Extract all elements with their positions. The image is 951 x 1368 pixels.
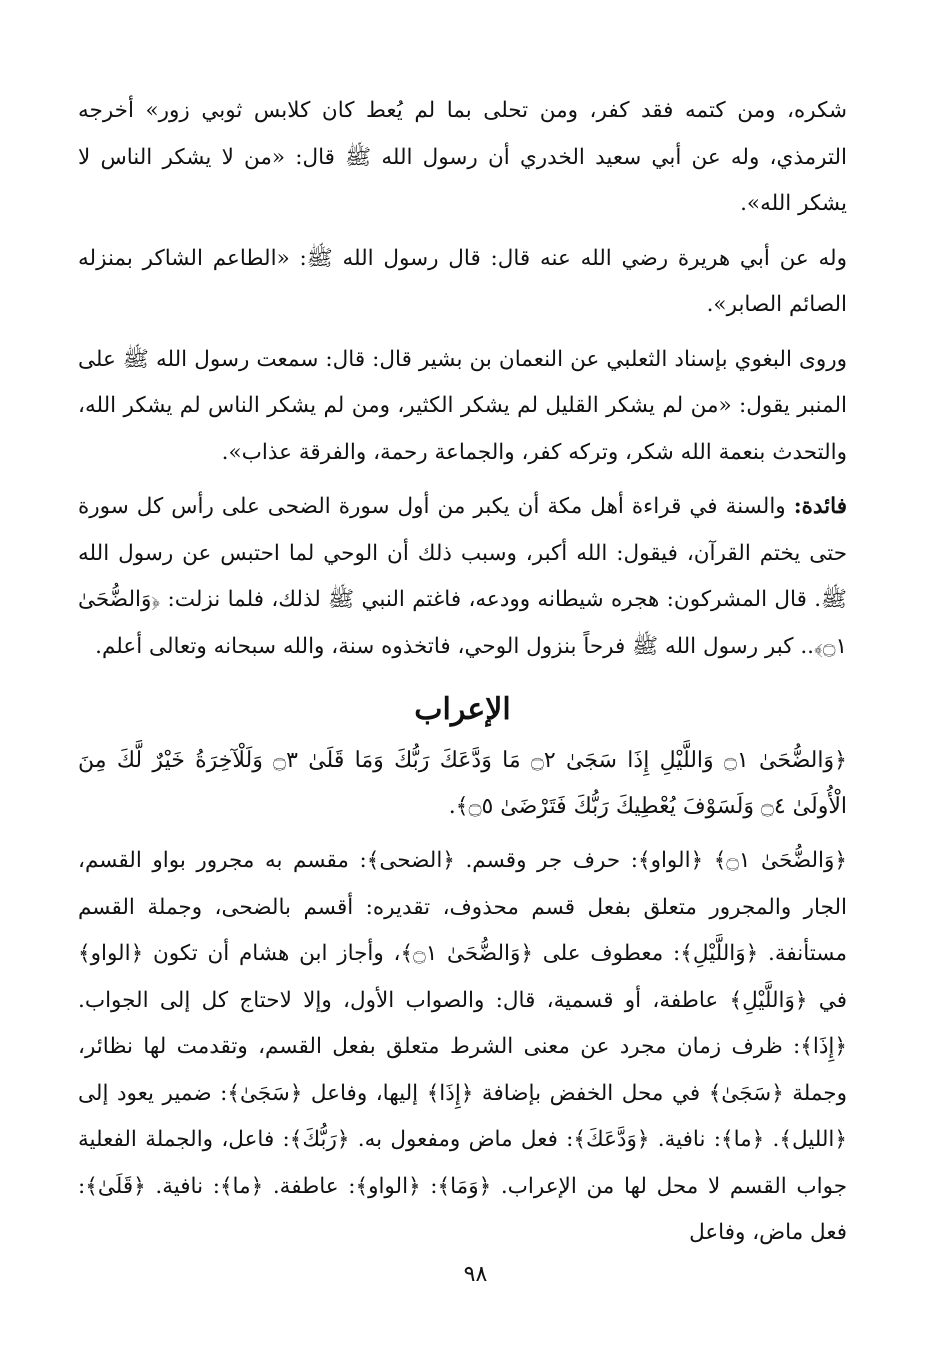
paragraph-baghawi: وروى البغوي بإسناد الثعلبي عن النعمان بن بشير قال: قال: سمعت رسول الله ﷺ على المنبر يقول: «من لم يشكر القليل لم يشكر الكثير، ومن لم يشكر الناس لم يشكر الله، والتحدث بنعمة الله شكر، وتركه كفر، والجماعة رحمة، والفرقة عذاب». [78, 346, 847, 465]
benefit-text: والسنة في قراءة أهل مكة أن يكبر من أول سورة الضحى على رأس كل سورة حتى يختم القرآن، فيقول: الله أكبر، وسبب ذلك أن الوحي لما احتبس عن رسول الله ﷺ. قال المشركون: هجره شيطانه وودعه، فاغتم النبي ﷺ لذلك، فلما نزلت: ﴿وَالضُّحَىٰ ۝١﴾.. كبر رسول الله ﷺ فرحاً بنزول الوحي، فاتخذوه سنة، والله سبحانه وتعالى أعلم. [78, 494, 847, 659]
benefit-label: فائدة: [793, 494, 847, 519]
paragraph-abu-hurairah: وله عن أبي هريرة رضي الله عنه قال: قال رسول الله ﷺ: «الطاعم الشاكر بمنزله الصائم الصابر». [78, 245, 847, 317]
paragraph-gratitude-hadith: شكره، ومن كتمه فقد كفر، ومن تحلى بما لم يُعط كان كلابس ثوبي زور» أخرجه الترمذي، وله عن أبي سعيد الخدري أن رسول الله ﷺ قال: «من لا يشكر الناس لا يشكر الله». [78, 98, 847, 216]
section-heading: الإعراب [414, 692, 511, 727]
paragraph-benefit [78, 484, 847, 670]
quran-verses: ﴿وَالضُّحَىٰ ۝١ وَاللَّيْلِ إِذَا سَجَىٰ ۝٢ مَا وَدَّعَكَ رَبُّكَ وَمَا قَلَىٰ ۝٣ وَلَلْآخِرَةُ خَيْرٌ لَّكَ مِنَ الْأُولَىٰ ۝٤ وَلَسَوْفَ يُعْطِيكَ رَبُّكَ فَتَرْضَىٰ ۝٥﴾. [78, 748, 847, 819]
paragraph-grammar-analysis: ﴿وَالضُّحَىٰ ۝١﴾ ﴿الواو﴾: حرف جر وقسم. ﴿الضحى﴾: مقسم به مجرور بواو القسم، الجار والمجرور متعلق بفعل قسم محذوف، تقديره: أقسم بالضحى، وجملة القسم مستأنفة. ﴿وَاللَّيْلِ﴾: معطوف على ﴿وَالضُّحَىٰ ۝١﴾، وأجاز ابن هشام أن تكون ﴿الواو﴾ في ﴿وَاللَّيْلِ﴾ عاطفة، أو قسمية، قال: والصواب الأول، وإلا لاحتاج كل إلى الجواب. ﴿إِذَا﴾: ظرف زمان مجرد عن معنى الشرط متعلق بفعل القسم، وتقدمت لها نظائر، وجملة ﴿سَجَىٰ﴾ في محل الخفض بإضافة ﴿إِذَا﴾ إليها، وفاعل ﴿سَجَىٰ﴾: ضمير يعود إلى ﴿الليل﴾. ﴿ما﴾: نافية. ﴿وَدَّعَكَ﴾: فعل ماض ومفعول به. ﴿رَبُّكَ﴾: فاعل، والجملة الفعلية جواب القسم لا محل لها من الإعراب. ﴿وَمَا﴾: ﴿الواو﴾: عاطفة. ﴿ما﴾: نافية. ﴿قَلَىٰ﴾: فعل ماض، وفاعل [78, 848, 848, 1245]
page-number: ٩٨ [463, 1262, 488, 1287]
